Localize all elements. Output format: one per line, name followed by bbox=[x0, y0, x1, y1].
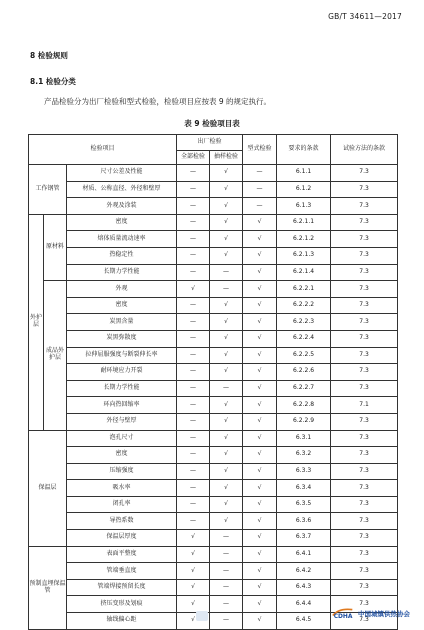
table-row bbox=[29, 463, 398, 480]
table-row bbox=[29, 364, 398, 381]
item-cell: 炭黑含量 bbox=[67, 314, 177, 331]
full-cell: √ bbox=[177, 546, 210, 563]
method-cell: 7.3 bbox=[331, 214, 398, 231]
full-cell: — bbox=[177, 231, 210, 248]
full-cell: √ bbox=[177, 281, 210, 298]
standard-code: GB/T 34611—2017 bbox=[328, 12, 402, 21]
item-cell: 压缩强度 bbox=[67, 463, 177, 480]
table-row bbox=[29, 413, 398, 430]
samp-cell: — bbox=[210, 546, 243, 563]
table-row bbox=[29, 214, 398, 231]
method-cell: 7.3 bbox=[331, 281, 398, 298]
type-cell: √ bbox=[243, 546, 277, 563]
item-cell: 密度 bbox=[67, 214, 177, 231]
samp-cell: √ bbox=[210, 181, 243, 198]
req-cell: 6.4.4 bbox=[277, 596, 331, 613]
table-row bbox=[29, 480, 398, 497]
type-cell: √ bbox=[243, 480, 277, 497]
req-cell: 6.2.1.4 bbox=[277, 264, 331, 281]
full-cell: — bbox=[177, 447, 210, 464]
samp-cell: √ bbox=[210, 463, 243, 480]
type-cell: √ bbox=[243, 347, 277, 364]
full-cell: — bbox=[177, 430, 210, 447]
type-cell: √ bbox=[243, 231, 277, 248]
subgroup-raw-material: 原材料 bbox=[44, 214, 67, 280]
inspection-items-table bbox=[28, 134, 398, 630]
logo-text: CDHA bbox=[333, 614, 353, 619]
type-cell: √ bbox=[243, 364, 277, 381]
method-cell: 7.3 bbox=[331, 264, 398, 281]
samp-cell: √ bbox=[210, 513, 243, 530]
cdha-logo-icon bbox=[332, 607, 354, 619]
req-cell: 6.4.1 bbox=[277, 546, 331, 563]
method-cell: 7.3 bbox=[331, 563, 398, 580]
type-cell: √ bbox=[243, 613, 277, 630]
item-cell: 熔体质量流动速率 bbox=[67, 231, 177, 248]
req-cell: 6.3.6 bbox=[277, 513, 331, 530]
item-cell: 挤压变形及划痕 bbox=[67, 596, 177, 613]
req-cell: 6.2.2.1 bbox=[277, 281, 331, 298]
method-cell: 7.3 bbox=[331, 198, 398, 215]
table-row bbox=[29, 198, 398, 215]
item-cell: 导热系数 bbox=[67, 513, 177, 530]
footer-org-name: 中国城镇供热协会 bbox=[358, 609, 410, 618]
item-cell: 材质、公称直径、外径和壁厚 bbox=[67, 181, 177, 198]
full-cell: — bbox=[177, 264, 210, 281]
req-cell: 6.2.1.2 bbox=[277, 231, 331, 248]
method-cell: 7.3 bbox=[331, 247, 398, 264]
full-cell: — bbox=[177, 513, 210, 530]
full-cell: — bbox=[177, 364, 210, 381]
samp-cell: √ bbox=[210, 198, 243, 215]
table-row bbox=[29, 264, 398, 281]
type-cell: √ bbox=[243, 397, 277, 414]
method-cell: 7.3 bbox=[331, 330, 398, 347]
table-row bbox=[29, 281, 398, 298]
req-cell: 6.1.2 bbox=[277, 181, 331, 198]
full-cell: — bbox=[177, 314, 210, 331]
table-row bbox=[29, 231, 398, 248]
type-cell: √ bbox=[243, 380, 277, 397]
item-cell: 外径与壁厚 bbox=[67, 413, 177, 430]
table-row bbox=[29, 579, 398, 596]
table-row bbox=[29, 430, 398, 447]
method-cell: 7.3 bbox=[331, 596, 398, 613]
section-8-1-paragraph: 产品检验分为出厂检验和型式检验，检验项目应按表 9 的规定执行。 bbox=[44, 97, 272, 106]
type-cell: √ bbox=[243, 281, 277, 298]
full-cell: — bbox=[177, 214, 210, 231]
type-cell: √ bbox=[243, 579, 277, 596]
req-cell: 6.3.4 bbox=[277, 480, 331, 497]
req-cell: 6.2.1.1 bbox=[277, 214, 331, 231]
header-method: 试验方法的条款 bbox=[331, 135, 398, 165]
samp-cell: — bbox=[210, 264, 243, 281]
item-cell: 长期力学性能 bbox=[67, 264, 177, 281]
type-cell: √ bbox=[243, 297, 277, 314]
method-cell: 7.3 bbox=[331, 231, 398, 248]
method-cell: 7.3 bbox=[331, 314, 398, 331]
section-8-heading: 8 检验规则 bbox=[30, 51, 68, 60]
full-cell: √ bbox=[177, 563, 210, 580]
table-row bbox=[29, 447, 398, 464]
group-insulation-layer: 保温层 bbox=[29, 430, 67, 546]
table-row bbox=[29, 513, 398, 530]
type-cell: √ bbox=[243, 214, 277, 231]
req-cell: 6.2.2.2 bbox=[277, 297, 331, 314]
type-cell: √ bbox=[243, 330, 277, 347]
req-cell: 6.4.5 bbox=[277, 613, 331, 630]
samp-cell: — bbox=[210, 281, 243, 298]
method-cell: 7.3 bbox=[331, 480, 398, 497]
item-cell: 吸水率 bbox=[67, 480, 177, 497]
method-cell: 7.3 bbox=[331, 579, 398, 596]
item-cell: 外观及涂装 bbox=[67, 198, 177, 215]
table-row bbox=[29, 397, 398, 414]
type-cell: √ bbox=[243, 264, 277, 281]
table-row bbox=[29, 165, 398, 182]
full-cell: √ bbox=[177, 530, 210, 547]
method-cell: 7.3 bbox=[331, 613, 398, 630]
full-cell: √ bbox=[177, 579, 210, 596]
full-cell: √ bbox=[177, 613, 210, 630]
table-row bbox=[29, 297, 398, 314]
item-cell: 密度 bbox=[67, 447, 177, 464]
item-cell: 环向热回缩率 bbox=[67, 397, 177, 414]
full-cell: — bbox=[177, 247, 210, 264]
method-cell: 7.3 bbox=[331, 430, 398, 447]
req-cell: 6.3.3 bbox=[277, 463, 331, 480]
req-cell: 6.3.1 bbox=[277, 430, 331, 447]
table-row bbox=[29, 181, 398, 198]
samp-cell: — bbox=[210, 563, 243, 580]
method-cell: 7.3 bbox=[331, 181, 398, 198]
samp-cell: — bbox=[210, 596, 243, 613]
samp-cell: √ bbox=[210, 397, 243, 414]
req-cell: 6.2.2.8 bbox=[277, 397, 331, 414]
item-cell: 热稳定性 bbox=[67, 247, 177, 264]
samp-cell: √ bbox=[210, 496, 243, 513]
full-cell: — bbox=[177, 347, 210, 364]
header-sampling: 抽样检验 bbox=[210, 151, 243, 165]
type-cell: — bbox=[243, 181, 277, 198]
type-cell: √ bbox=[243, 530, 277, 547]
full-cell: — bbox=[177, 397, 210, 414]
req-cell: 6.1.3 bbox=[277, 198, 331, 215]
table-row bbox=[29, 563, 398, 580]
samp-cell: √ bbox=[210, 347, 243, 364]
full-cell: — bbox=[177, 413, 210, 430]
req-cell: 6.3.5 bbox=[277, 496, 331, 513]
type-cell: √ bbox=[243, 596, 277, 613]
full-cell: — bbox=[177, 165, 210, 182]
type-cell: √ bbox=[243, 563, 277, 580]
method-cell: 7.1 bbox=[331, 397, 398, 414]
table-row bbox=[29, 347, 398, 364]
samp-cell: — bbox=[210, 380, 243, 397]
samp-cell: √ bbox=[210, 447, 243, 464]
item-cell: 外观 bbox=[67, 281, 177, 298]
method-cell: 7.3 bbox=[331, 165, 398, 182]
samp-cell: √ bbox=[210, 165, 243, 182]
type-cell: √ bbox=[243, 513, 277, 530]
item-cell: 管端垂直度 bbox=[67, 563, 177, 580]
full-cell: — bbox=[177, 198, 210, 215]
method-cell: 7.3 bbox=[331, 364, 398, 381]
full-cell: — bbox=[177, 297, 210, 314]
method-cell: 7.3 bbox=[331, 413, 398, 430]
item-cell: 耐环境应力开裂 bbox=[67, 364, 177, 381]
req-cell: 6.2.2.6 bbox=[277, 364, 331, 381]
page-watermark-mark bbox=[196, 611, 208, 621]
group-preinsulated-pipe: 预制直埋保温管 bbox=[29, 546, 67, 629]
type-cell: — bbox=[243, 198, 277, 215]
req-cell: 6.3.7 bbox=[277, 530, 331, 547]
req-cell: 6.4.3 bbox=[277, 579, 331, 596]
table-row bbox=[29, 330, 398, 347]
type-cell: √ bbox=[243, 430, 277, 447]
method-cell: 7.3 bbox=[331, 513, 398, 530]
table-row bbox=[29, 380, 398, 397]
full-cell: — bbox=[177, 496, 210, 513]
header-type-test: 型式检验 bbox=[243, 135, 277, 165]
samp-cell: √ bbox=[210, 330, 243, 347]
type-cell: √ bbox=[243, 314, 277, 331]
samp-cell: √ bbox=[210, 247, 243, 264]
full-cell: — bbox=[177, 463, 210, 480]
footer-logo bbox=[332, 607, 410, 619]
type-cell: √ bbox=[243, 413, 277, 430]
method-cell: 7.3 bbox=[331, 347, 398, 364]
type-cell: √ bbox=[243, 496, 277, 513]
type-cell: √ bbox=[243, 247, 277, 264]
samp-cell: √ bbox=[210, 214, 243, 231]
req-cell: 6.2.1.3 bbox=[277, 247, 331, 264]
req-cell: 6.1.1 bbox=[277, 165, 331, 182]
req-cell: 6.2.2.7 bbox=[277, 380, 331, 397]
full-cell: — bbox=[177, 480, 210, 497]
item-cell: 闭孔率 bbox=[67, 496, 177, 513]
table-row bbox=[29, 530, 398, 547]
group-outer-casing: 外护层 bbox=[29, 214, 44, 430]
item-cell: 拉伸屈服强度与断裂伸长率 bbox=[67, 347, 177, 364]
samp-cell: — bbox=[210, 530, 243, 547]
table-row bbox=[29, 314, 398, 331]
method-cell: 7.3 bbox=[331, 530, 398, 547]
item-cell: 炭黑弥散度 bbox=[67, 330, 177, 347]
method-cell: 7.3 bbox=[331, 297, 398, 314]
header-req: 要求的条款 bbox=[277, 135, 331, 165]
item-cell: 密度 bbox=[67, 297, 177, 314]
full-cell: — bbox=[177, 380, 210, 397]
subgroup-finished-casing: 成品外护层 bbox=[44, 281, 67, 430]
method-cell: 7.3 bbox=[331, 496, 398, 513]
samp-cell: — bbox=[210, 613, 243, 630]
full-cell: √ bbox=[177, 596, 210, 613]
req-cell: 6.2.2.5 bbox=[277, 347, 331, 364]
item-cell: 表面平整度 bbox=[67, 546, 177, 563]
item-cell: 保温层厚度 bbox=[67, 530, 177, 547]
type-cell: √ bbox=[243, 447, 277, 464]
header-factory: 出厂检验 bbox=[177, 135, 243, 151]
req-cell: 6.2.2.3 bbox=[277, 314, 331, 331]
req-cell: 6.2.2.4 bbox=[277, 330, 331, 347]
type-cell: √ bbox=[243, 463, 277, 480]
item-cell: 长期力学性能 bbox=[67, 380, 177, 397]
item-cell: 尺寸公差及性能 bbox=[67, 165, 177, 182]
req-cell: 6.3.2 bbox=[277, 447, 331, 464]
samp-cell: √ bbox=[210, 314, 243, 331]
samp-cell: √ bbox=[210, 430, 243, 447]
method-cell: 7.3 bbox=[331, 447, 398, 464]
req-cell: 6.2.2.9 bbox=[277, 413, 331, 430]
req-cell: 6.4.2 bbox=[277, 563, 331, 580]
method-cell: 7.3 bbox=[331, 380, 398, 397]
table-title: 表 9 检验项目表 bbox=[184, 119, 240, 128]
samp-cell: √ bbox=[210, 480, 243, 497]
item-cell: 泡孔尺寸 bbox=[67, 430, 177, 447]
section-8-1-heading: 8.1 检验分类 bbox=[30, 77, 76, 86]
header-item: 检验项目 bbox=[29, 135, 177, 165]
full-cell: — bbox=[177, 330, 210, 347]
samp-cell: √ bbox=[210, 231, 243, 248]
full-cell: — bbox=[177, 181, 210, 198]
item-cell: 管端焊接预留长度 bbox=[67, 579, 177, 596]
table-row bbox=[29, 496, 398, 513]
method-cell: 7.3 bbox=[331, 546, 398, 563]
samp-cell: √ bbox=[210, 413, 243, 430]
samp-cell: √ bbox=[210, 297, 243, 314]
table-row bbox=[29, 247, 398, 264]
samp-cell: — bbox=[210, 579, 243, 596]
samp-cell: √ bbox=[210, 364, 243, 381]
group-steel-pipe: 工作钢管 bbox=[29, 165, 67, 215]
type-cell: — bbox=[243, 165, 277, 182]
method-cell: 7.3 bbox=[331, 463, 398, 480]
table-row bbox=[29, 546, 398, 563]
header-full-lot: 全部检验 bbox=[177, 151, 210, 165]
item-cell: 轴线偏心距 bbox=[67, 613, 177, 630]
